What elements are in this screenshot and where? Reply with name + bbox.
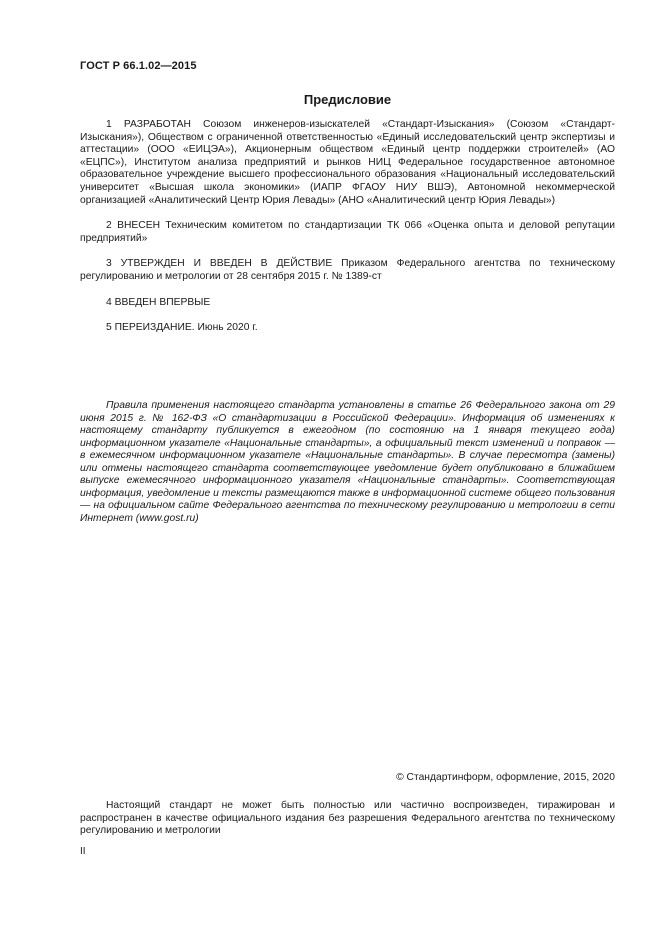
foreword-item-2: 2 ВНЕСЕН Техническим комитетом по стандартизации ТК 066 «Оценка опыта и деловой репутации предприятий» [80, 220, 615, 244]
foreword-item-3: 3 УТВЕРЖДЕН И ВВЕДЕН В ДЕЙСТВИЕ Приказом Федерального агентства по техническому регулированию и метрологии от 28 сентября 2015 г. № 1389-ст [80, 258, 615, 282]
page-title: Предисловие [303, 92, 392, 107]
foreword-item-1: 1 РАЗРАБОТАН Союзом инженеров-изыскателей «Стандарт-Изыскания» (Союзом «Стандарт-Изыскания»), Обществом с ограниченной ответственностью «Единый исследовательский центр экспертизы и аттестации» (ООО «ЕИЦЭА»), Акционерным обществом «Единый центр поддержки строителей» (АО «ЕЦПС»), Институтом анализа предприятий и рынков НИЦ Федеральное государственное автономное образовательное учреждение высшего профессионального образования «Национальный исследовательский университет «Высшая школа экономики» (ИАПР ФГАОУ НИУ ВШЭ), Автономной некоммерческой организацией «Аналитический Центр Юрия Левады» (АНО «Аналитический центр Юрия Левады») [80, 119, 615, 206]
page-number: II [80, 846, 86, 857]
foreword-item-5: 5 ПЕРЕИЗДАНИЕ. Июнь 2020 г. [106, 322, 258, 334]
copyright-notice: © Стандартинформ, оформление, 2015, 2020 [396, 772, 615, 783]
reproduction-notice: Настоящий стандарт не может быть полностью или частично воспроизведен, тиражирован и распространен в качестве официального издания без разрешения Федерального агентства по техническому регулированию и метрологии [80, 800, 615, 837]
foreword-body [80, 119, 615, 335]
foreword-item-4: 4 ВВЕДЕН ВПЕРВЫЕ [106, 296, 211, 308]
document-code: ГОСТ Р 66.1.02—2015 [80, 60, 197, 72]
application-rules-note: Правила применения настоящего стандарта установлены в статье 26 Федерального закона от 29 июня 2015 г. № 162-ФЗ «О стандартизации в Российской Федерации». Информация об изменениях к настоящему стандарту публикуется в ежегодном (по состоянию на 1 января текущего года) информационном указателе «Национальные стандарты», а официальный текст изменений и поправок — в ежемесячном информационном указателе «Национальные стандарты». В случае пересмотра (замены) или отмены настоящего стандарта соответствующее уведомление будет опубликовано в ближайшем выпуске ежемесячного информационного указателя «Национальные стандарты». Соответствующая информация, уведомление и тексты размещаются также в информационной системе общего пользования — на официальном сайте Федерального агентства по техническому регулированию и метрологии в сети Интернет (www.gost.ru) [80, 400, 615, 524]
